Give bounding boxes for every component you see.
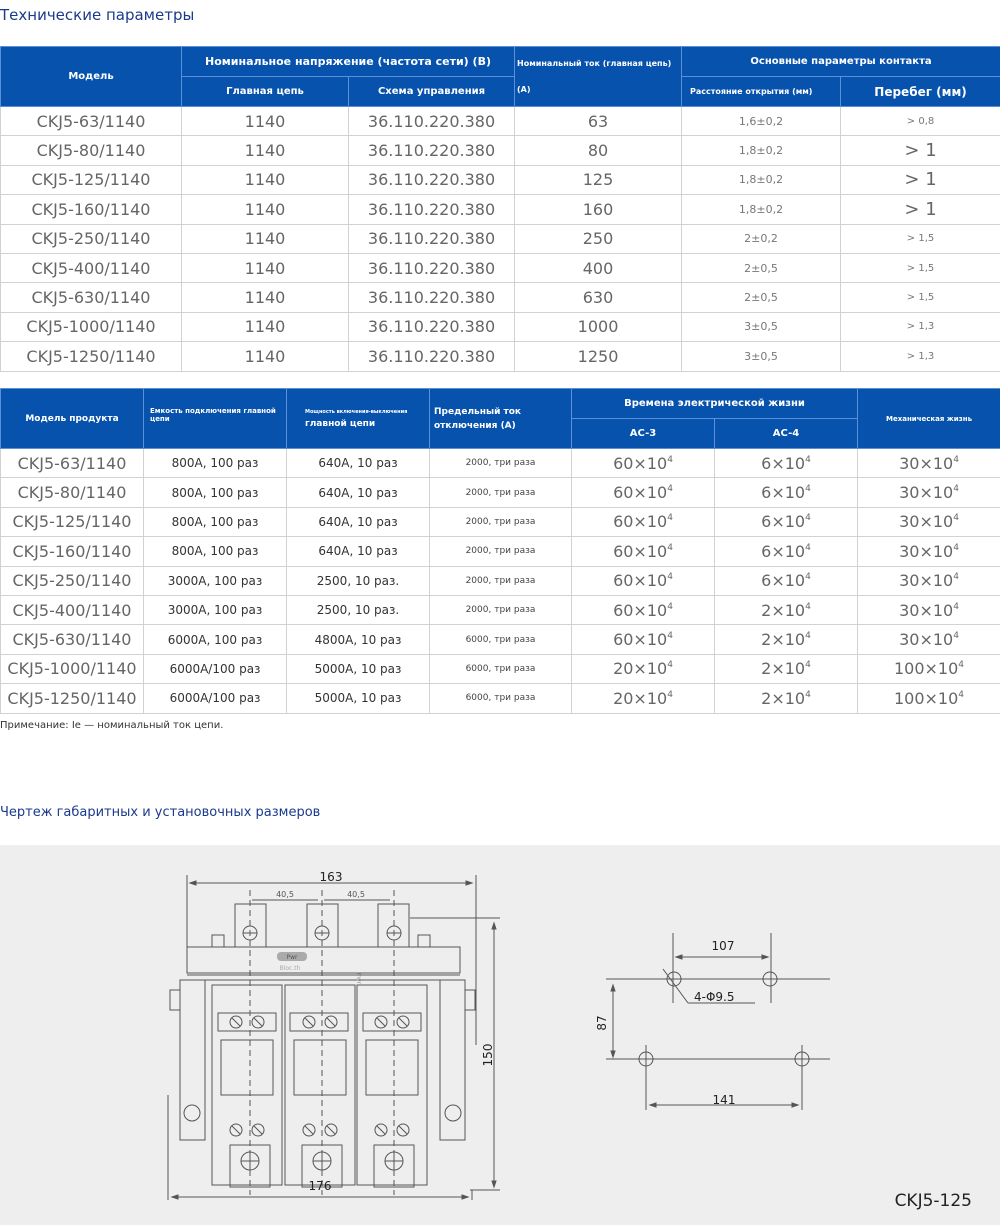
life-base: 6×10 (761, 453, 806, 473)
cell-making-capacity: 800A, 100 раз (144, 478, 287, 507)
life-exponent: 4 (805, 572, 811, 583)
dim-pitch-left: 40,5 (276, 890, 294, 899)
cell-control-voltage: 36.110.220.380 (349, 312, 515, 341)
table-row (1, 507, 1000, 536)
cell-making-capacity: 6000A/100 раз (144, 684, 287, 713)
life-base: 6×10 (761, 541, 806, 561)
life-exponent: 4 (953, 542, 959, 553)
cell-model: CKJ5-80/1140 (1, 478, 144, 507)
cell-limit-breaking: 6000, три раза (430, 625, 572, 654)
cell-switching-power: 5000A, 10 раз (287, 684, 430, 713)
cell-mechanical-life (858, 566, 1000, 595)
life-base: 60×10 (613, 453, 668, 473)
life-exponent: 4 (667, 601, 673, 612)
cell-control-voltage: 36.110.220.380 (349, 195, 515, 224)
cell-main-voltage: 1140 (182, 107, 349, 136)
header-limit-breaking-line1: Предельный ток (434, 406, 522, 417)
life-base: 60×10 (613, 512, 668, 532)
table-row (1, 342, 1000, 371)
life-base: 30×10 (899, 541, 954, 561)
cell-main-voltage: 1140 (182, 342, 349, 371)
cell-main-voltage: 1140 (182, 224, 349, 253)
cell-model: CKJ5-250/1140 (1, 566, 144, 595)
header-overtravel: Перебег (мм) (841, 77, 1000, 107)
header-electric-life-group: Времена электрической жизни (572, 389, 858, 419)
cell-making-capacity: 6000A/100 раз (144, 654, 287, 683)
life-base: 30×10 (899, 512, 954, 532)
cell-switching-power: 4800A, 10 раз (287, 625, 430, 654)
cell-ac4-life (715, 595, 858, 624)
cell-making-capacity: 3000A, 100 раз (144, 595, 287, 624)
header-mechanical-life: Механическая жизнь (858, 389, 1000, 449)
cell-ac3-life (572, 595, 715, 624)
life-base: 30×10 (899, 571, 954, 591)
dim-holes: 4-Φ9.5 (694, 990, 735, 1004)
cell-control-voltage: 36.110.220.380 (349, 136, 515, 165)
cell-model: CKJ5-1000/1140 (1, 312, 182, 341)
cell-opening-distance: 2±0,5 (682, 283, 841, 312)
tech-params-title: Технические параметры (0, 6, 195, 24)
cell-making-capacity: 6000A, 100 раз (144, 625, 287, 654)
header-rated-current: Номинальный ток (главная цепь)(А) (515, 47, 682, 107)
cell-main-voltage: 1140 (182, 195, 349, 224)
table-row (1, 312, 1000, 341)
cell-model: CKJ5-1000/1140 (1, 654, 144, 683)
cell-main-voltage: 1140 (182, 283, 349, 312)
cell-opening-distance: 1,8±0,2 (682, 195, 841, 224)
life-exponent: 4 (805, 601, 811, 612)
dim-pitch-right: 40,5 (347, 890, 365, 899)
cell-overtravel: > 1 (841, 195, 1000, 224)
cell-mechanical-life (858, 507, 1000, 536)
life-exponent: 4 (953, 601, 959, 612)
life-base: 2×10 (761, 659, 806, 679)
header-voltage-group: Номинальное напряжение (частота сети) (В) (182, 47, 515, 77)
header-ac4: AC-4 (715, 419, 858, 449)
table-row (1, 478, 1000, 507)
header-limit-breaking-line2: отключения (А) (434, 420, 516, 431)
life-exponent: 4 (667, 513, 673, 524)
dim-overall-bottom: 176 (308, 1179, 332, 1193)
cell-control-voltage: 36.110.220.380 (349, 107, 515, 136)
cell-overtravel: > 1 (841, 165, 1000, 194)
cell-switching-power: 2500, 10 раз. (287, 595, 430, 624)
cell-overtravel: > 1,5 (841, 253, 1000, 282)
cell-switching-power: 640A, 10 раз (287, 507, 430, 536)
life-exponent: 4 (667, 542, 673, 553)
header-limit-breaking (430, 389, 572, 449)
life-base: 30×10 (899, 483, 954, 503)
cell-model: CKJ5-63/1140 (1, 107, 182, 136)
life-exponent: 4 (667, 454, 673, 465)
cell-model: CKJ5-630/1140 (1, 283, 182, 312)
cell-making-capacity: 800A, 100 раз (144, 449, 287, 478)
cell-limit-breaking: 2000, три раза (430, 478, 572, 507)
cell-control-voltage: 36.110.220.380 (349, 342, 515, 371)
table-row (1, 283, 1000, 312)
dim-height: 150 (481, 1043, 495, 1067)
cell-model: CKJ5-1250/1140 (1, 342, 182, 371)
cell-model: CKJ5-250/1140 (1, 224, 182, 253)
cell-mechanical-life (858, 449, 1000, 478)
header-main-circuit: Главная цепь (182, 77, 349, 107)
cell-ac3-life (572, 625, 715, 654)
cell-control-voltage: 36.110.220.380 (349, 283, 515, 312)
cell-rated-current: 80 (515, 136, 682, 165)
life-exponent: 4 (805, 689, 811, 700)
header-making-capacity: Емкость подключения главной цепи (144, 389, 287, 449)
cell-rated-current: 1250 (515, 342, 682, 371)
life-exponent: 4 (958, 689, 965, 700)
life-exponent: 4 (805, 542, 811, 553)
life-base: 30×10 (899, 630, 954, 650)
cell-overtravel: > 1,5 (841, 283, 1000, 312)
cell-ac4-life (715, 625, 858, 654)
cell-control-voltage: 36.110.220.380 (349, 224, 515, 253)
cell-opening-distance: 2±0,2 (682, 224, 841, 253)
cell-model: CKJ5-630/1140 (1, 625, 144, 654)
cell-switching-power: 5000A, 10 раз (287, 654, 430, 683)
header-opening-distance: Расстояние открытия (мм) (682, 77, 841, 107)
cell-model: CKJ5-160/1140 (1, 195, 182, 224)
life-exponent: 4 (805, 660, 811, 671)
cell-model: CKJ5-160/1140 (1, 537, 144, 566)
life-base: 2×10 (761, 630, 806, 650)
life-base: 20×10 (613, 688, 668, 708)
life-exponent: 4 (805, 484, 811, 495)
life-base: 60×10 (613, 600, 668, 620)
life-exponent: 4 (805, 631, 811, 642)
contactor-outline-drawing (0, 845, 1000, 1225)
cell-opening-distance: 1,8±0,2 (682, 136, 841, 165)
life-base: 20×10 (613, 659, 668, 679)
life-base: 30×10 (899, 600, 954, 620)
cell-control-voltage: 36.110.220.380 (349, 165, 515, 194)
header-ac3: AC-3 (572, 419, 715, 449)
cell-ac3-life (572, 478, 715, 507)
cell-opening-distance: 2±0,5 (682, 253, 841, 282)
cell-ac4-life (715, 654, 858, 683)
cell-rated-current: 63 (515, 107, 682, 136)
header-model: Модель (1, 47, 182, 107)
performance-table (0, 388, 1000, 714)
cell-model: CKJ5-400/1140 (1, 253, 182, 282)
table-row (1, 253, 1000, 282)
cell-ac3-life (572, 449, 715, 478)
dim-mount-top: 107 (711, 939, 735, 953)
table-row (1, 107, 1000, 136)
life-exponent: 4 (667, 631, 673, 642)
life-base: 30×10 (899, 453, 954, 473)
life-exponent: 4 (667, 572, 673, 583)
table-row (1, 684, 1000, 713)
life-base: 6×10 (761, 571, 806, 591)
dimensions-title: Чертеж габаритных и установочных размеров (0, 805, 321, 820)
cell-making-capacity: 800A, 100 раз (144, 537, 287, 566)
cell-ac3-life (572, 537, 715, 566)
cell-mechanical-life (858, 595, 1000, 624)
cell-limit-breaking: 2000, три раза (430, 507, 572, 536)
cell-overtravel: > 1,3 (841, 312, 1000, 341)
life-base: 6×10 (761, 483, 806, 503)
life-base: 60×10 (613, 571, 668, 591)
cell-model: CKJ5-1250/1140 (1, 684, 144, 713)
life-exponent: 4 (805, 454, 811, 465)
table-row (1, 654, 1000, 683)
cell-opening-distance: 3±0,5 (682, 312, 841, 341)
cell-mechanical-life (858, 654, 1000, 683)
cell-opening-distance: 1,8±0,2 (682, 165, 841, 194)
cell-rated-current: 1000 (515, 312, 682, 341)
cell-making-capacity: 3000A, 100 раз (144, 566, 287, 595)
life-exponent: 4 (667, 660, 673, 671)
cell-model: CKJ5-63/1140 (1, 449, 144, 478)
cell-mechanical-life (858, 625, 1000, 654)
dim-overall-top: 163 (319, 870, 343, 884)
header-switching-power (287, 389, 430, 449)
life-base: 60×10 (613, 483, 668, 503)
cell-ac4-life (715, 684, 858, 713)
cell-making-capacity: 800A, 100 раз (144, 507, 287, 536)
header-contact-group: Основные параметры контакта (682, 47, 1000, 77)
cell-main-voltage: 1140 (182, 253, 349, 282)
cell-ac4-life (715, 566, 858, 595)
life-base: 60×10 (613, 630, 668, 650)
drawing-caption: CKJ5-125 (894, 1191, 972, 1211)
cell-limit-breaking: 2000, три раза (430, 537, 572, 566)
plate-label-mid: Bloc.th (279, 965, 301, 972)
header-switching-power-line1: Мощность включения-выключения (305, 408, 408, 415)
cell-rated-current: 400 (515, 253, 682, 282)
cell-switching-power: 640A, 10 раз (287, 537, 430, 566)
tech-params-table (0, 46, 1000, 372)
cell-overtravel: > 1,3 (841, 342, 1000, 371)
cell-model: CKJ5-400/1140 (1, 595, 144, 624)
plate-label-side: Pwr (355, 973, 362, 984)
cell-switching-power: 640A, 10 раз (287, 478, 430, 507)
table-row (1, 165, 1000, 194)
life-exponent: 4 (953, 572, 959, 583)
life-exponent: 4 (953, 484, 959, 495)
life-base: 100×10 (893, 688, 959, 708)
dim-mount-bottom: 141 (712, 1093, 736, 1107)
cell-main-voltage: 1140 (182, 136, 349, 165)
cell-ac3-life (572, 507, 715, 536)
life-base: 60×10 (613, 541, 668, 561)
header-switching-power-line2: главной цепи (305, 418, 376, 429)
table-row (1, 537, 1000, 566)
dim-mount-vertical: 87 (595, 1015, 609, 1031)
cell-mechanical-life (858, 478, 1000, 507)
cell-mechanical-life (858, 537, 1000, 566)
cell-mechanical-life (858, 684, 1000, 713)
life-exponent: 4 (953, 513, 959, 524)
table-row (1, 224, 1000, 253)
cell-limit-breaking: 2000, три раза (430, 449, 572, 478)
cell-limit-breaking: 6000, три раза (430, 684, 572, 713)
cell-overtravel: > 1,5 (841, 224, 1000, 253)
table-row (1, 136, 1000, 165)
cell-ac3-life (572, 566, 715, 595)
life-exponent: 4 (667, 689, 673, 700)
cell-main-voltage: 1140 (182, 165, 349, 194)
cell-switching-power: 2500, 10 раз. (287, 566, 430, 595)
header-product-model: Модель продукта (1, 389, 144, 449)
cell-rated-current: 125 (515, 165, 682, 194)
life-exponent: 4 (958, 660, 965, 671)
life-base: 6×10 (761, 512, 806, 532)
cell-limit-breaking: 2000, три раза (430, 566, 572, 595)
life-base: 2×10 (761, 600, 806, 620)
table-row (1, 625, 1000, 654)
cell-rated-current: 250 (515, 224, 682, 253)
cell-overtravel: > 1 (841, 136, 1000, 165)
cell-main-voltage: 1140 (182, 312, 349, 341)
cell-ac3-life (572, 654, 715, 683)
cell-limit-breaking: 6000, три раза (430, 654, 572, 683)
cell-ac4-life (715, 449, 858, 478)
cell-control-voltage: 36.110.220.380 (349, 253, 515, 282)
cell-opening-distance: 3±0,5 (682, 342, 841, 371)
cell-rated-current: 630 (515, 283, 682, 312)
plate-label-top: Pwr (286, 954, 298, 961)
header-control-circuit: Схема управления (349, 77, 515, 107)
life-exponent: 4 (953, 631, 959, 642)
table-row (1, 566, 1000, 595)
cell-ac4-life (715, 507, 858, 536)
footnote: Примечание: Ie — номинальный ток цепи. (0, 720, 224, 731)
table-row (1, 195, 1000, 224)
cell-model: CKJ5-125/1140 (1, 165, 182, 194)
cell-ac4-life (715, 478, 858, 507)
cell-limit-breaking: 2000, три раза (430, 595, 572, 624)
table-row (1, 595, 1000, 624)
dimension-drawing (0, 845, 1000, 1225)
table-row (1, 449, 1000, 478)
cell-model: CKJ5-125/1140 (1, 507, 144, 536)
cell-ac4-life (715, 537, 858, 566)
life-exponent: 4 (953, 454, 959, 465)
cell-rated-current: 160 (515, 195, 682, 224)
life-exponent: 4 (667, 484, 673, 495)
cell-overtravel: > 0,8 (841, 107, 1000, 136)
life-base: 100×10 (893, 659, 959, 679)
cell-ac3-life (572, 684, 715, 713)
life-exponent: 4 (805, 513, 811, 524)
life-base: 2×10 (761, 688, 806, 708)
cell-switching-power: 640A, 10 раз (287, 449, 430, 478)
cell-opening-distance: 1,6±0,2 (682, 107, 841, 136)
cell-model: CKJ5-80/1140 (1, 136, 182, 165)
